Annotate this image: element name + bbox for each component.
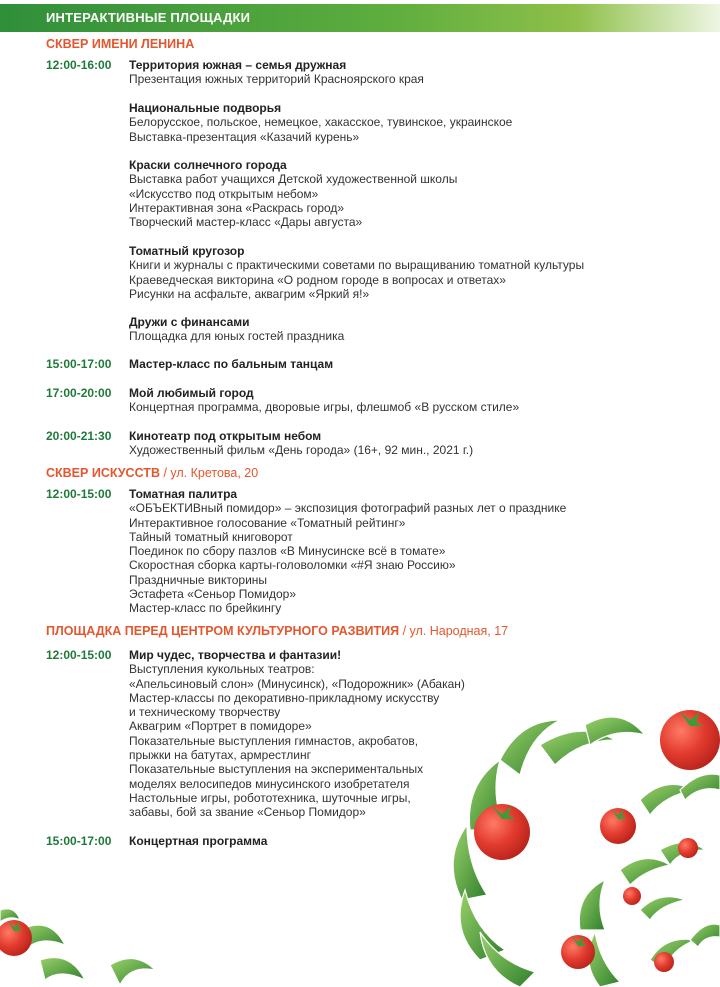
event-title: Мой любимый город — [129, 386, 254, 400]
event-line: Интерактивная зона «Раскрась город» — [129, 200, 345, 215]
section-name: СКВЕР ИСКУССТВ — [46, 466, 160, 480]
event-title: Томатная палитра — [129, 487, 238, 501]
event-title: Национальные подворья — [129, 101, 282, 115]
event-time: 17:00-20:00 — [46, 386, 112, 400]
event-title: Мир чудес, творчества и фантазии! — [129, 648, 342, 662]
tomato-icon — [660, 710, 720, 770]
event-line: Выступления кукольных театров: — [129, 662, 315, 677]
section-name: СКВЕР ИМЕНИ ЛЕНИНА — [46, 37, 195, 51]
leaf-icon — [0, 717, 720, 987]
event-title: Территория южная – семья дружная — [129, 58, 347, 72]
tomato-icon — [654, 952, 674, 972]
event-line: Мастер-класс по брейкингу — [129, 601, 282, 616]
event-line: Тайный томатный книговорот — [129, 529, 293, 544]
event-line: Интерактивное голосование «Томатный рейтинг» — [129, 515, 406, 530]
event-line: Рисунки на асфальте, аквагрим «Яркий я!» — [129, 286, 370, 301]
event-title: Концертная программа — [129, 834, 268, 848]
event-line: Эстафета «Сеньор Помидор» — [129, 587, 297, 602]
event-line: Поединок по сбору пазлов «В Минусинске всё в томате» — [129, 544, 446, 559]
event-line: Концертная программа, дворовые игры, флешмоб «В русском стиле» — [129, 400, 520, 415]
tomato-icon — [623, 887, 641, 905]
tomato-icon — [0, 920, 32, 956]
event-line: и техническому творчеству — [129, 705, 281, 720]
event-line: Книги и журналы с практическими советами по выращиванию томатной культуры — [129, 258, 585, 273]
event-line: Презентация южных территорий Красноярского края — [129, 72, 424, 87]
page-title: ИНТЕРАКТИВНЫЕ ПЛОЩАДКИ — [46, 10, 251, 25]
tomato-icon — [600, 808, 636, 844]
event-line: «Искусство под открытым небом» — [129, 186, 319, 201]
event-line: Площадка для юных гостей праздника — [129, 329, 345, 344]
event-line: Выставка-презентация «Казачий курень» — [129, 129, 360, 144]
event-time: 12:00-15:00 — [46, 487, 112, 501]
event-line: моделях велосипедов минусинского изобретателя — [129, 776, 410, 791]
section-address: / ул. Кретова, 20 — [159, 466, 259, 480]
event-line: забавы, бой за звание «Сеньор Помидор» — [129, 805, 366, 820]
event-line: Творческий мастер-класс «Дары августа» — [129, 215, 363, 230]
event-time: 15:00-17:00 — [46, 834, 112, 848]
event-title: Краски солнечного города — [129, 158, 287, 172]
event-title: Дружи с финансами — [129, 315, 250, 329]
event-line: Аквагрим «Портрет в помидоре» — [129, 719, 312, 734]
tomato-icon — [474, 804, 530, 860]
event-line: «Апельсиновый слон» (Минусинск), «Подорожник» (Абакан) — [129, 676, 465, 691]
event-time: 12:00-15:00 — [46, 648, 112, 662]
tomato-icon — [561, 935, 595, 969]
event-line: Выставка работ учащихся Детской художественной школы — [129, 172, 458, 187]
event-line: Показательные выступления гимнастов, акробатов, — [129, 733, 419, 748]
event-line: прыжки на батутах, армрестлинг — [129, 748, 311, 763]
event-line: Настольные игры, робототехника, шуточные игры, — [129, 790, 411, 805]
event-title: Мастер-класс по бальным танцам — [129, 357, 334, 371]
section-name: ПЛОЩАДКА ПЕРЕД ЦЕНТРОМ КУЛЬТУРНОГО РАЗВИТИЯ — [46, 624, 400, 638]
event-title: Кинотеатр под открытым небом — [129, 429, 322, 443]
event-line: Художественный фильм «День города» (16+, 92 мин., 2021 г.) — [129, 443, 474, 458]
event-time: 20:00-21:30 — [46, 429, 112, 443]
event-time: 12:00-16:00 — [46, 58, 112, 72]
event-line: Скоростная сборка карты-головоломки «#Я знаю Россию» — [129, 558, 456, 573]
event-line: Краеведческая викторина «О родном городе в вопросах и ответах» — [129, 272, 506, 287]
tomato-icon — [678, 838, 698, 858]
event-time: 15:00-17:00 — [46, 357, 112, 371]
event-line: Праздничные викторины — [129, 572, 268, 587]
event-title: Томатный кругозор — [129, 244, 245, 258]
event-line: «ОБЪЕКТИВный помидор» – экспозиция фотографий разных лет о празднике — [129, 501, 567, 516]
event-line: Белорусское, польское, немецкое, хакасское, тувинское, украинское — [129, 115, 513, 130]
section-address: / ул. Народная, 17 — [399, 624, 509, 638]
event-line: Показательные выступления на экспериментальных — [129, 762, 424, 777]
event-line: Мастер-классы по декоративно-прикладному искусству — [129, 690, 440, 705]
